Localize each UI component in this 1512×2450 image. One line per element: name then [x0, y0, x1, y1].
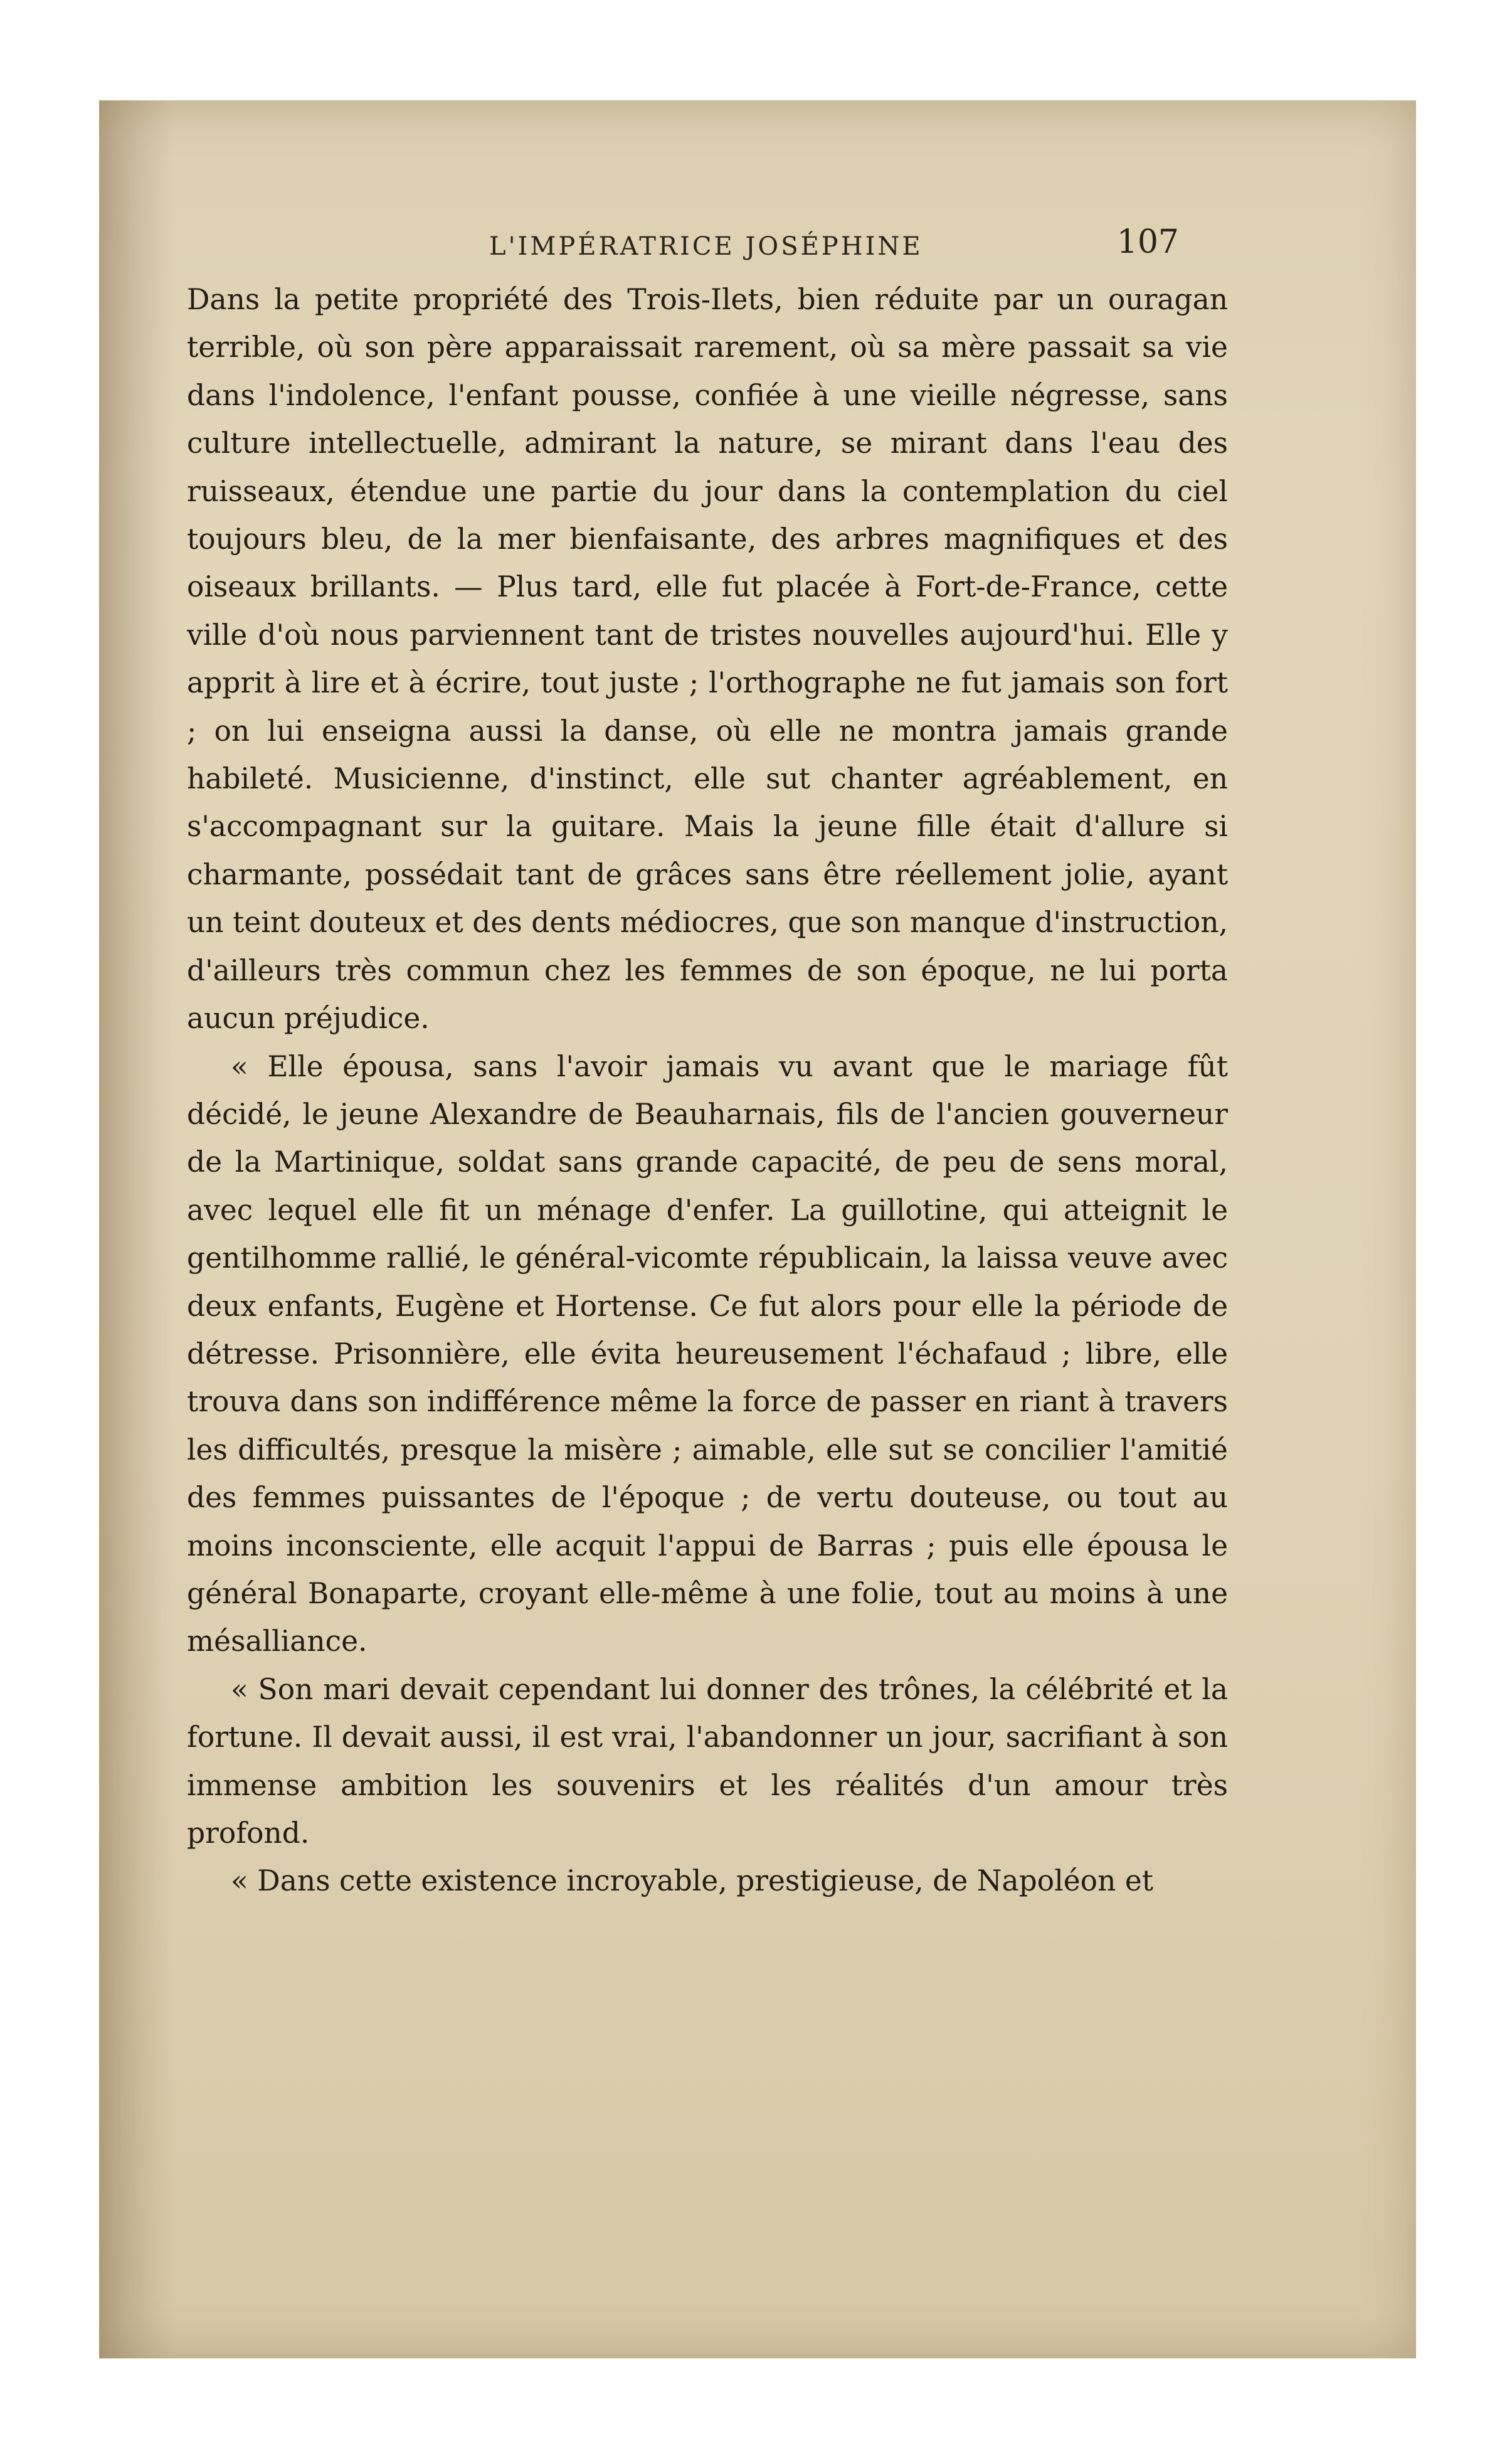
paragraph-3: « Son mari devait cependant lui donner des trônes, la célébrité et la fortune. Il devait aussi, il est vrai, l'abandonner un jour, sacrifiant à son immense ambition les souvenirs et les réalités d'un amour très profond.: [187, 1672, 1228, 1850]
paragraph-1: Dans la petite propriété des Trois-Ilets, bien réduite par un ouragan terrible, où son père apparaissait rarement, où sa mère passait sa vie dans l'indolence, l'enfant pousse, confiée à une vieille négresse, sans culture intellectuelle, admirant la nature, se mirant dans l'eau des ruisseaux, étendue une partie du jour dans la contemplation du ciel toujours bleu, de la mer bienfaisante, des arbres magnifiques et des oiseaux brillants. — Plus tard, elle fut placée à Fort-de-France, cette ville d'où nous parviennent tant de tristes nouvelles aujourd'hui. Elle y apprit à lire et à écrire, tout juste ; l'orthographe ne fut jamais son fort ; on lui enseigna aussi la danse, où elle ne montra jamais grande habileté. Musicienne, d'instinct, elle sut chanter agréablement, en s'accompagnant sur la guitare. Mais la jeune fille était d'allure si charmante, possédait tant de grâces sans être réellement jolie, ayant un teint douteux et des dents médiocres, que son manque d'instruction, d'ailleurs très commun chez les femmes de son époque, ne lui porta aucun préjudice.: [187, 283, 1228, 1036]
body-text: [187, 276, 1228, 1906]
page-header: [489, 223, 1179, 267]
paragraph-2: « Elle épousa, sans l'avoir jamais vu avant que le mariage fût décidé, le jeune Alexandre de Beauharnais, fils de l'ancien gouverneur de la Martinique, soldat sans grande capacité, de peu de sens moral, avec lequel elle fit un ménage d'enfer. La guillotine, qui atteignit le gentilhomme rallié, le général-vicomte républicain, la laissa veuve avec deux enfants, Eugène et Hortense. Ce fut alors pour elle la période de détresse. Prisonnière, elle évita heureusement l'échafaud ; libre, elle trouva dans son indifférence même la force de passer en riant à travers les difficultés, presque la misère ; aimable, elle sut se concilier l'amitié des femmes puissantes de l'époque ; de vertu douteuse, ou tout au moins inconsciente, elle acquit l'appui de Barras ; puis elle épousa le général Bonaparte, croyant elle-même à une folie, tout au moins à une mésalliance.: [187, 1049, 1228, 1658]
running-title: L'IMPÉRATRICE JOSÉPHINE: [489, 232, 923, 261]
paragraph-4: « Dans cette existence incroyable, prestigieuse, de Napoléon et: [231, 1864, 1154, 1898]
page-number: 107: [1116, 223, 1179, 261]
